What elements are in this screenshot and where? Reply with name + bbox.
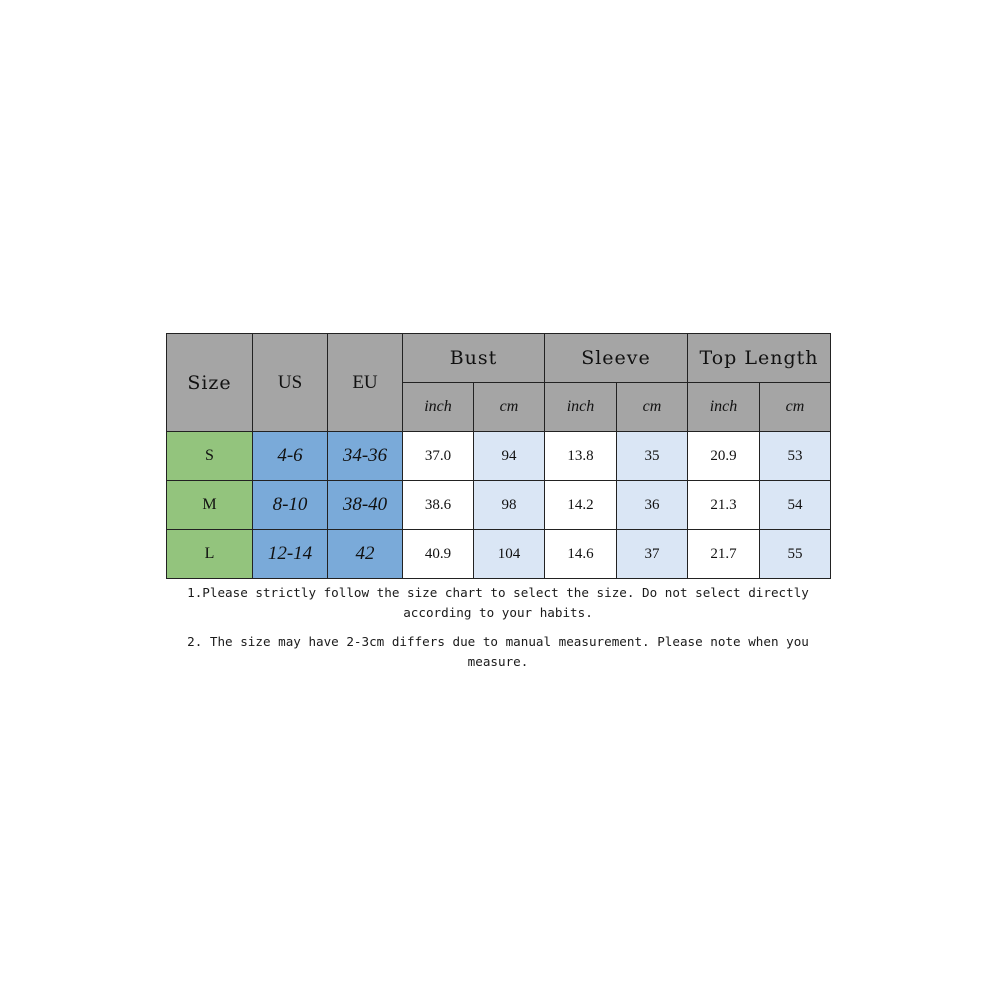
us-header: US (253, 334, 328, 432)
bust-cm-cell: 104 (474, 530, 545, 579)
bust-header: Bust (403, 334, 545, 383)
sleeve-cm-cell: 37 (617, 530, 688, 579)
size-chart-table (166, 333, 831, 579)
sleeve-cm-cell: 35 (617, 432, 688, 481)
eu-cell: 34-36 (328, 432, 403, 481)
eu-header: EU (328, 334, 403, 432)
sleeve-cm-header: cm (617, 383, 688, 432)
table-row (167, 432, 831, 481)
size-cell: M (167, 481, 253, 530)
bust-cm-cell: 98 (474, 481, 545, 530)
eu-cell: 42 (328, 530, 403, 579)
bust-cm-cell: 94 (474, 432, 545, 481)
length-cm-header: cm (760, 383, 831, 432)
sleeve-inch-cell: 14.2 (545, 481, 617, 530)
bust-inch-cell: 38.6 (403, 481, 474, 530)
top-length-header: Top Length (688, 334, 831, 383)
size-cell: S (167, 432, 253, 481)
sleeve-header: Sleeve (545, 334, 688, 383)
table-row (167, 481, 831, 530)
note-measurement: 2. The size may have 2-3cm differs due to manual measurement. Please note when you measure. (187, 634, 809, 669)
bust-inch-header: inch (403, 383, 474, 432)
length-inch-cell: 20.9 (688, 432, 760, 481)
size-header: Size (167, 334, 253, 432)
header-row (167, 334, 831, 383)
length-inch-cell: 21.3 (688, 481, 760, 530)
eu-cell: 38-40 (328, 481, 403, 530)
length-inch-header: inch (688, 383, 760, 432)
sleeve-inch-cell: 13.8 (545, 432, 617, 481)
size-notes (166, 583, 830, 681)
bust-inch-cell: 40.9 (403, 530, 474, 579)
size-cell: L (167, 530, 253, 579)
length-cm-cell: 55 (760, 530, 831, 579)
sleeve-inch-header: inch (545, 383, 617, 432)
length-inch-cell: 21.7 (688, 530, 760, 579)
length-cm-cell: 54 (760, 481, 831, 530)
us-cell: 4-6 (253, 432, 328, 481)
table-row (167, 530, 831, 579)
sleeve-cm-cell: 36 (617, 481, 688, 530)
note-selection: 1.Please strictly follow the size chart to select the size. Do not select directly according to your habits. (187, 585, 809, 620)
bust-inch-cell: 37.0 (403, 432, 474, 481)
sleeve-inch-cell: 14.6 (545, 530, 617, 579)
bust-cm-header: cm (474, 383, 545, 432)
us-cell: 8-10 (253, 481, 328, 530)
length-cm-cell: 53 (760, 432, 831, 481)
us-cell: 12-14 (253, 530, 328, 579)
